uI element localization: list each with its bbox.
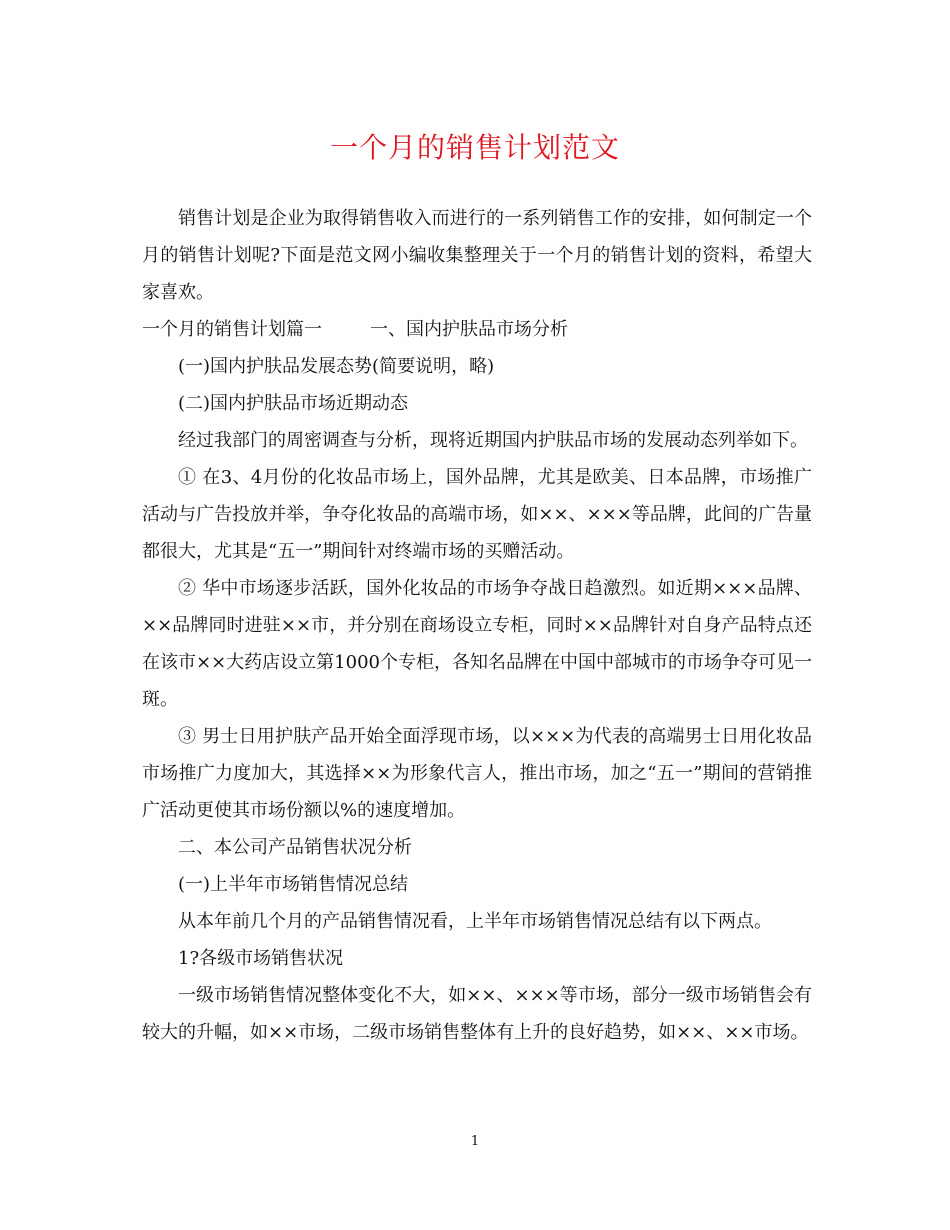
section-heading: 一、国内护肤品市场分析 bbox=[370, 319, 568, 340]
subheading-2: (二)国内护肤品市场近期动态 bbox=[178, 393, 409, 414]
section-heading-line bbox=[142, 311, 812, 348]
subheading-4: 1?各级市场销售状况 bbox=[178, 948, 344, 969]
body-paragraph: 从本年前几个月的产品销售情况看，上半年市场销售情况总结有以下两点。 bbox=[178, 911, 772, 932]
subheading-1: (一)国内护肤品发展态势(简要说明，略) bbox=[178, 356, 495, 377]
body-paragraph: 一级市场销售情况整体变化不大，如××、×××等市场，部分一级市场销售会有较大的升幅，如××市场，二级市场销售整体有上升的良好趋势，如××、××市场。 bbox=[142, 985, 812, 1043]
body-paragraph: ① 在3、4月份的化妆品市场上，国外品牌，尤其是欧美、日本品牌，市场推广活动与广告投放并举，争夺化妆品的高端市场，如××、×××等品牌，此间的广告量都很大，尤其是“五一”期间针对终端市场的买赠活动。 bbox=[142, 467, 812, 562]
subheading-3: (一)上半年市场销售情况总结 bbox=[178, 874, 409, 895]
page-number: 1 bbox=[470, 1134, 480, 1149]
article-label: 一个月的销售计划篇一 bbox=[142, 319, 322, 340]
document-title: 一个月的销售计划范文 bbox=[329, 131, 620, 164]
document-body bbox=[142, 200, 812, 1051]
section-heading-2: 二、本公司产品销售状况分析 bbox=[178, 837, 412, 858]
body-paragraph: ② 华中市场逐步活跃，国外化妆品的市场争夺战日趋激烈。如近期×××品牌、××品牌同时进驻××市，并分别在商场设立专柜，同时××品牌针对自身产品特点还在该市××大药店设立第1000个专柜，各知名品牌在中国中部城市的市场争夺可见一斑。 bbox=[142, 578, 812, 710]
intro-paragraph: 销售计划是企业为取得销售收入而进行的一系列销售工作的安排，如何制定一个月的销售计划呢?下面是范文网小编收集整理关于一个月的销售计划的资料，希望大家喜欢。 bbox=[142, 208, 812, 303]
body-paragraph: 经过我部门的周密调查与分析，现将近期国内护肤品市场的发展动态列举如下。 bbox=[178, 430, 808, 451]
body-paragraph: ③ 男士日用护肤产品开始全面浮现市场，以×××为代表的高端男士日用化妆品市场推广力度加大，其选择××为形象代言人，推出市场，加之“五一”期间的营销推广活动更使其市场份额以%的速度增加。 bbox=[142, 726, 812, 821]
